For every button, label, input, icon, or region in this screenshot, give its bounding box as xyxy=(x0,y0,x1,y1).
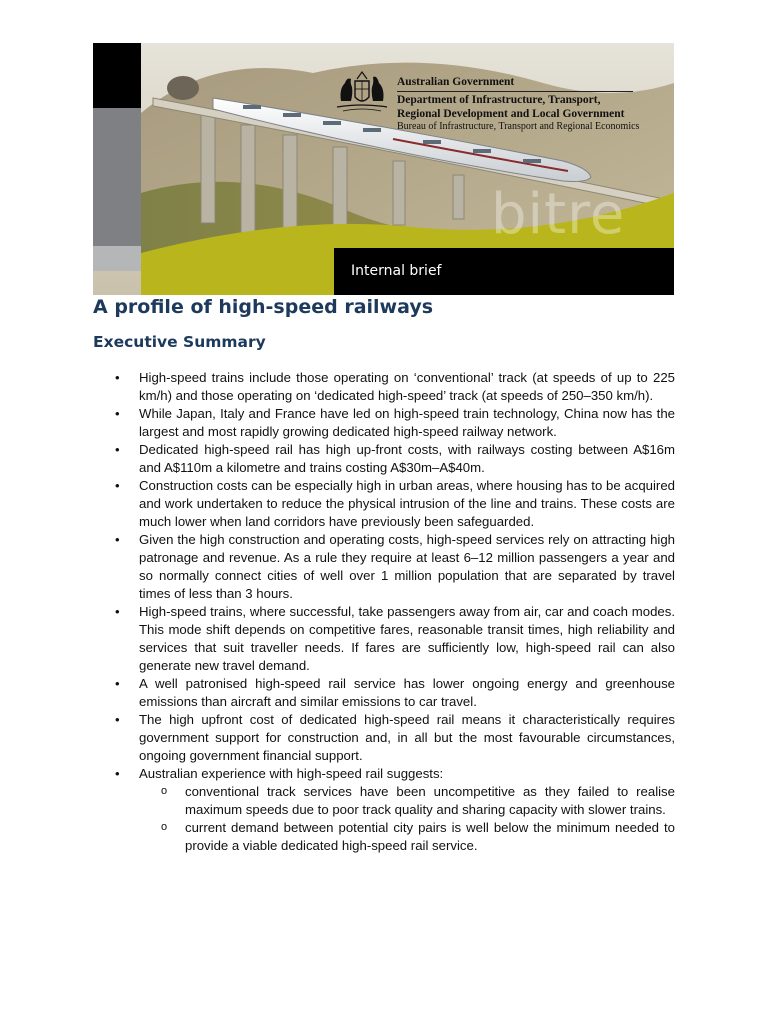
bullet-text: Australian experience with high-speed rail suggests: xyxy=(139,766,444,781)
bullet-text: The high upfront cost of dedicated high-speed rail means it characteristically requires government support for construction and, in all but the most favourable circumstances, ongoing government financial support. xyxy=(139,712,675,763)
sub-bullet-text: current demand between potential city pairs is well below the minimum needed to provide a viable dedicated high-speed rail service. xyxy=(185,820,675,853)
list-item xyxy=(93,711,675,765)
coat-of-arms-icon xyxy=(333,67,391,115)
list-item xyxy=(93,675,675,711)
internal-brief-label: Internal brief xyxy=(351,263,442,279)
list-item xyxy=(93,531,675,603)
bullet-text: High-speed trains, where successful, take passengers away from air, car and coach modes. This mode shift depends on competitive fares, reasonable transit times, high reliability and services that suit traveller needs. If fares are sufficiently low, high-speed rail can also generate new travel demand. xyxy=(139,604,675,673)
sub-list xyxy=(139,783,675,855)
list-item xyxy=(93,765,675,855)
bullet-text: A well patronised high-speed rail service has lower ongoing energy and greenhouse emissions than aircraft and similar emissions to car travel. xyxy=(139,676,675,709)
list-item xyxy=(93,477,675,531)
bullet-text: Given the high construction and operating costs, high-speed services rely on attracting high patronage and revenue. As a rule they require at least 6–12 million passengers a year and so normally connect cities of well over 1 million population that are separated by travel times of less than 3 hours. xyxy=(139,532,675,601)
list-item xyxy=(93,369,675,405)
internal-brief-bar xyxy=(334,248,674,295)
bullet-text: High-speed trains include those operating on ‘conventional’ track (at speeds of up to 225 km/h) and those operating on ‘dedicated high-speed’ track (at speeds of 250–350 km/h). xyxy=(139,370,675,403)
list-item xyxy=(93,405,675,441)
sub-bullet-text: conventional track services have been uncompetitive as they failed to realise maximum speeds due to poor track quality and sharing capacity with slower trains. xyxy=(185,784,675,817)
list-item xyxy=(93,441,675,477)
bullet-text: While Japan, Italy and France have led on high-speed train technology, China now has the largest and most rapidly growing dedicated high-speed railway network. xyxy=(139,406,675,439)
bullet-text: Construction costs can be especially high in urban areas, where housing has to be acquired and work undertaken to reduce the physical intrusion of the line and trains. These costs are much lower when land corridors have previously been safeguarded. xyxy=(139,478,675,529)
section-heading: Executive Summary xyxy=(93,333,266,351)
branding-divider xyxy=(397,91,633,92)
sub-list-item xyxy=(139,819,675,855)
department-name-line-2: Regional Development and Local Government xyxy=(397,108,625,120)
bureau-name: Bureau of Infrastructure, Transport and Regional Economics xyxy=(397,121,640,132)
document-title: A profile of high-speed railways xyxy=(93,296,434,318)
sub-list-item xyxy=(139,783,675,819)
executive-summary-list xyxy=(93,369,675,855)
header-banner xyxy=(93,43,674,295)
list-item xyxy=(93,603,675,675)
bitre-watermark: bitre xyxy=(491,182,626,247)
department-name-line-1: Department of Infrastructure, Transport, xyxy=(397,94,601,106)
bullet-text: Dedicated high-speed rail has high up-front costs, with railways costing between A$16m and A$110m a kilometre and trains costing A$30m–A$40m. xyxy=(139,442,675,475)
government-name: Australian Government xyxy=(397,76,515,88)
